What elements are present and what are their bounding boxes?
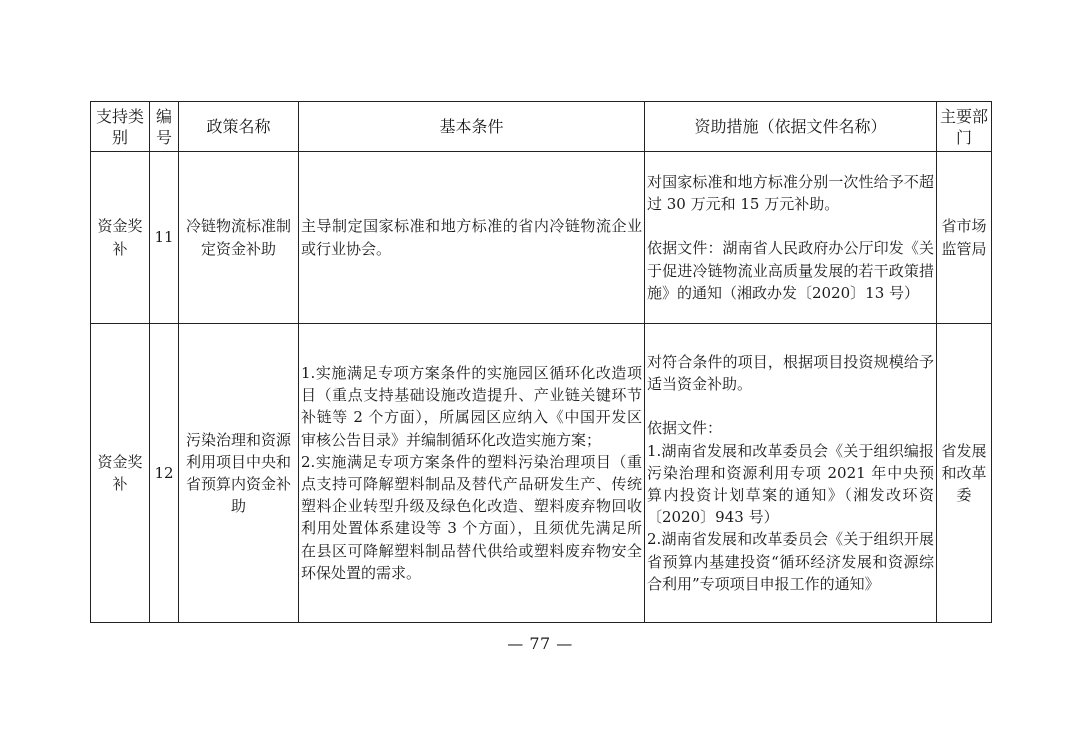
measure-text: 对国家标准和地方标准分别一次性给予不超过 30 万元和 15 万元补助。 — [647, 172, 934, 214]
header-row — [91, 102, 992, 152]
cell-policy-name: 污染治理和资源利用项目中央和省预算内资金补助 — [179, 324, 299, 623]
measure-text: 对符合条件的项目，根据项目投资规模给予适当资金补助。 — [647, 352, 934, 394]
measure-basis-text: 2.湖南省发展和改革委员会《关于组织开展省预算内基建投资“循环经济发展和资源综合利用”专项项目申报工作的通知》 — [647, 530, 934, 593]
header-conditions: 基本条件 — [299, 102, 645, 152]
cell-department: 省发展和改革委 — [937, 324, 992, 623]
header-measures: 资助措施（依据文件名称） — [645, 102, 937, 152]
measure-basis-text: 1.湖南省发展和改革委员会《关于组织编报污染治理和资源利用专项 2021 年中央预算内投资计划草案的通知》（湘发改环资〔2020〕943 号） — [647, 441, 934, 527]
cell-number: 11 — [150, 152, 179, 324]
cell-policy-name: 冷链物流标准制定资金补助 — [179, 152, 299, 324]
cell-conditions — [299, 152, 645, 324]
cell-conditions — [299, 324, 645, 623]
condition-text: 主导制定国家标准和地方标准的省内冷链物流企业或行业协会。 — [301, 217, 642, 258]
cell-measures — [645, 324, 937, 623]
measure-basis-label: 依据文件： — [647, 419, 723, 438]
cell-number: 12 — [150, 324, 179, 623]
table-row — [91, 152, 992, 324]
cell-category: 资金奖补 — [91, 324, 150, 623]
policy-table — [90, 101, 992, 623]
header-number: 编号 — [150, 102, 179, 152]
condition-text: 2.实施满足专项方案条件的塑料污染治理项目（重点支持可降解塑料制品及替代产品研发生产、传统塑料企业转型升级及绿色化改造、塑料废弃物回收利用处置体系建设等 3 个方面），且须优先满足所在县区可降解塑料制品替代供给或塑料废弃物安全环保处置的需求。 — [301, 452, 642, 582]
header-category: 支持类别 — [91, 102, 150, 152]
cell-measures — [645, 152, 937, 324]
paragraph-gap — [647, 215, 934, 237]
header-policy-name: 政策名称 — [179, 102, 299, 152]
measure-basis-text: 依据文件：湖南省人民政府办公厅印发《关于促进冷链物流业高质量发展的若干政策措施》的通知（湘政办发〔2020〕13 号） — [647, 239, 934, 302]
header-department: 主要部门 — [937, 102, 992, 152]
page-number: — 77 — — [507, 634, 573, 653]
table-row — [91, 324, 992, 623]
cell-department: 省市场监管局 — [937, 152, 992, 324]
cell-category: 资金奖补 — [91, 152, 150, 324]
condition-text: 1.实施满足专项方案条件的实施园区循环化改造项目（重点支持基础设施改造提升、产业链关键环节补链等 2 个方面），所属园区应纳入《中国开发区审核公告目录》并编制循环化改造实施方案； — [301, 363, 642, 449]
paragraph-gap — [647, 395, 934, 417]
